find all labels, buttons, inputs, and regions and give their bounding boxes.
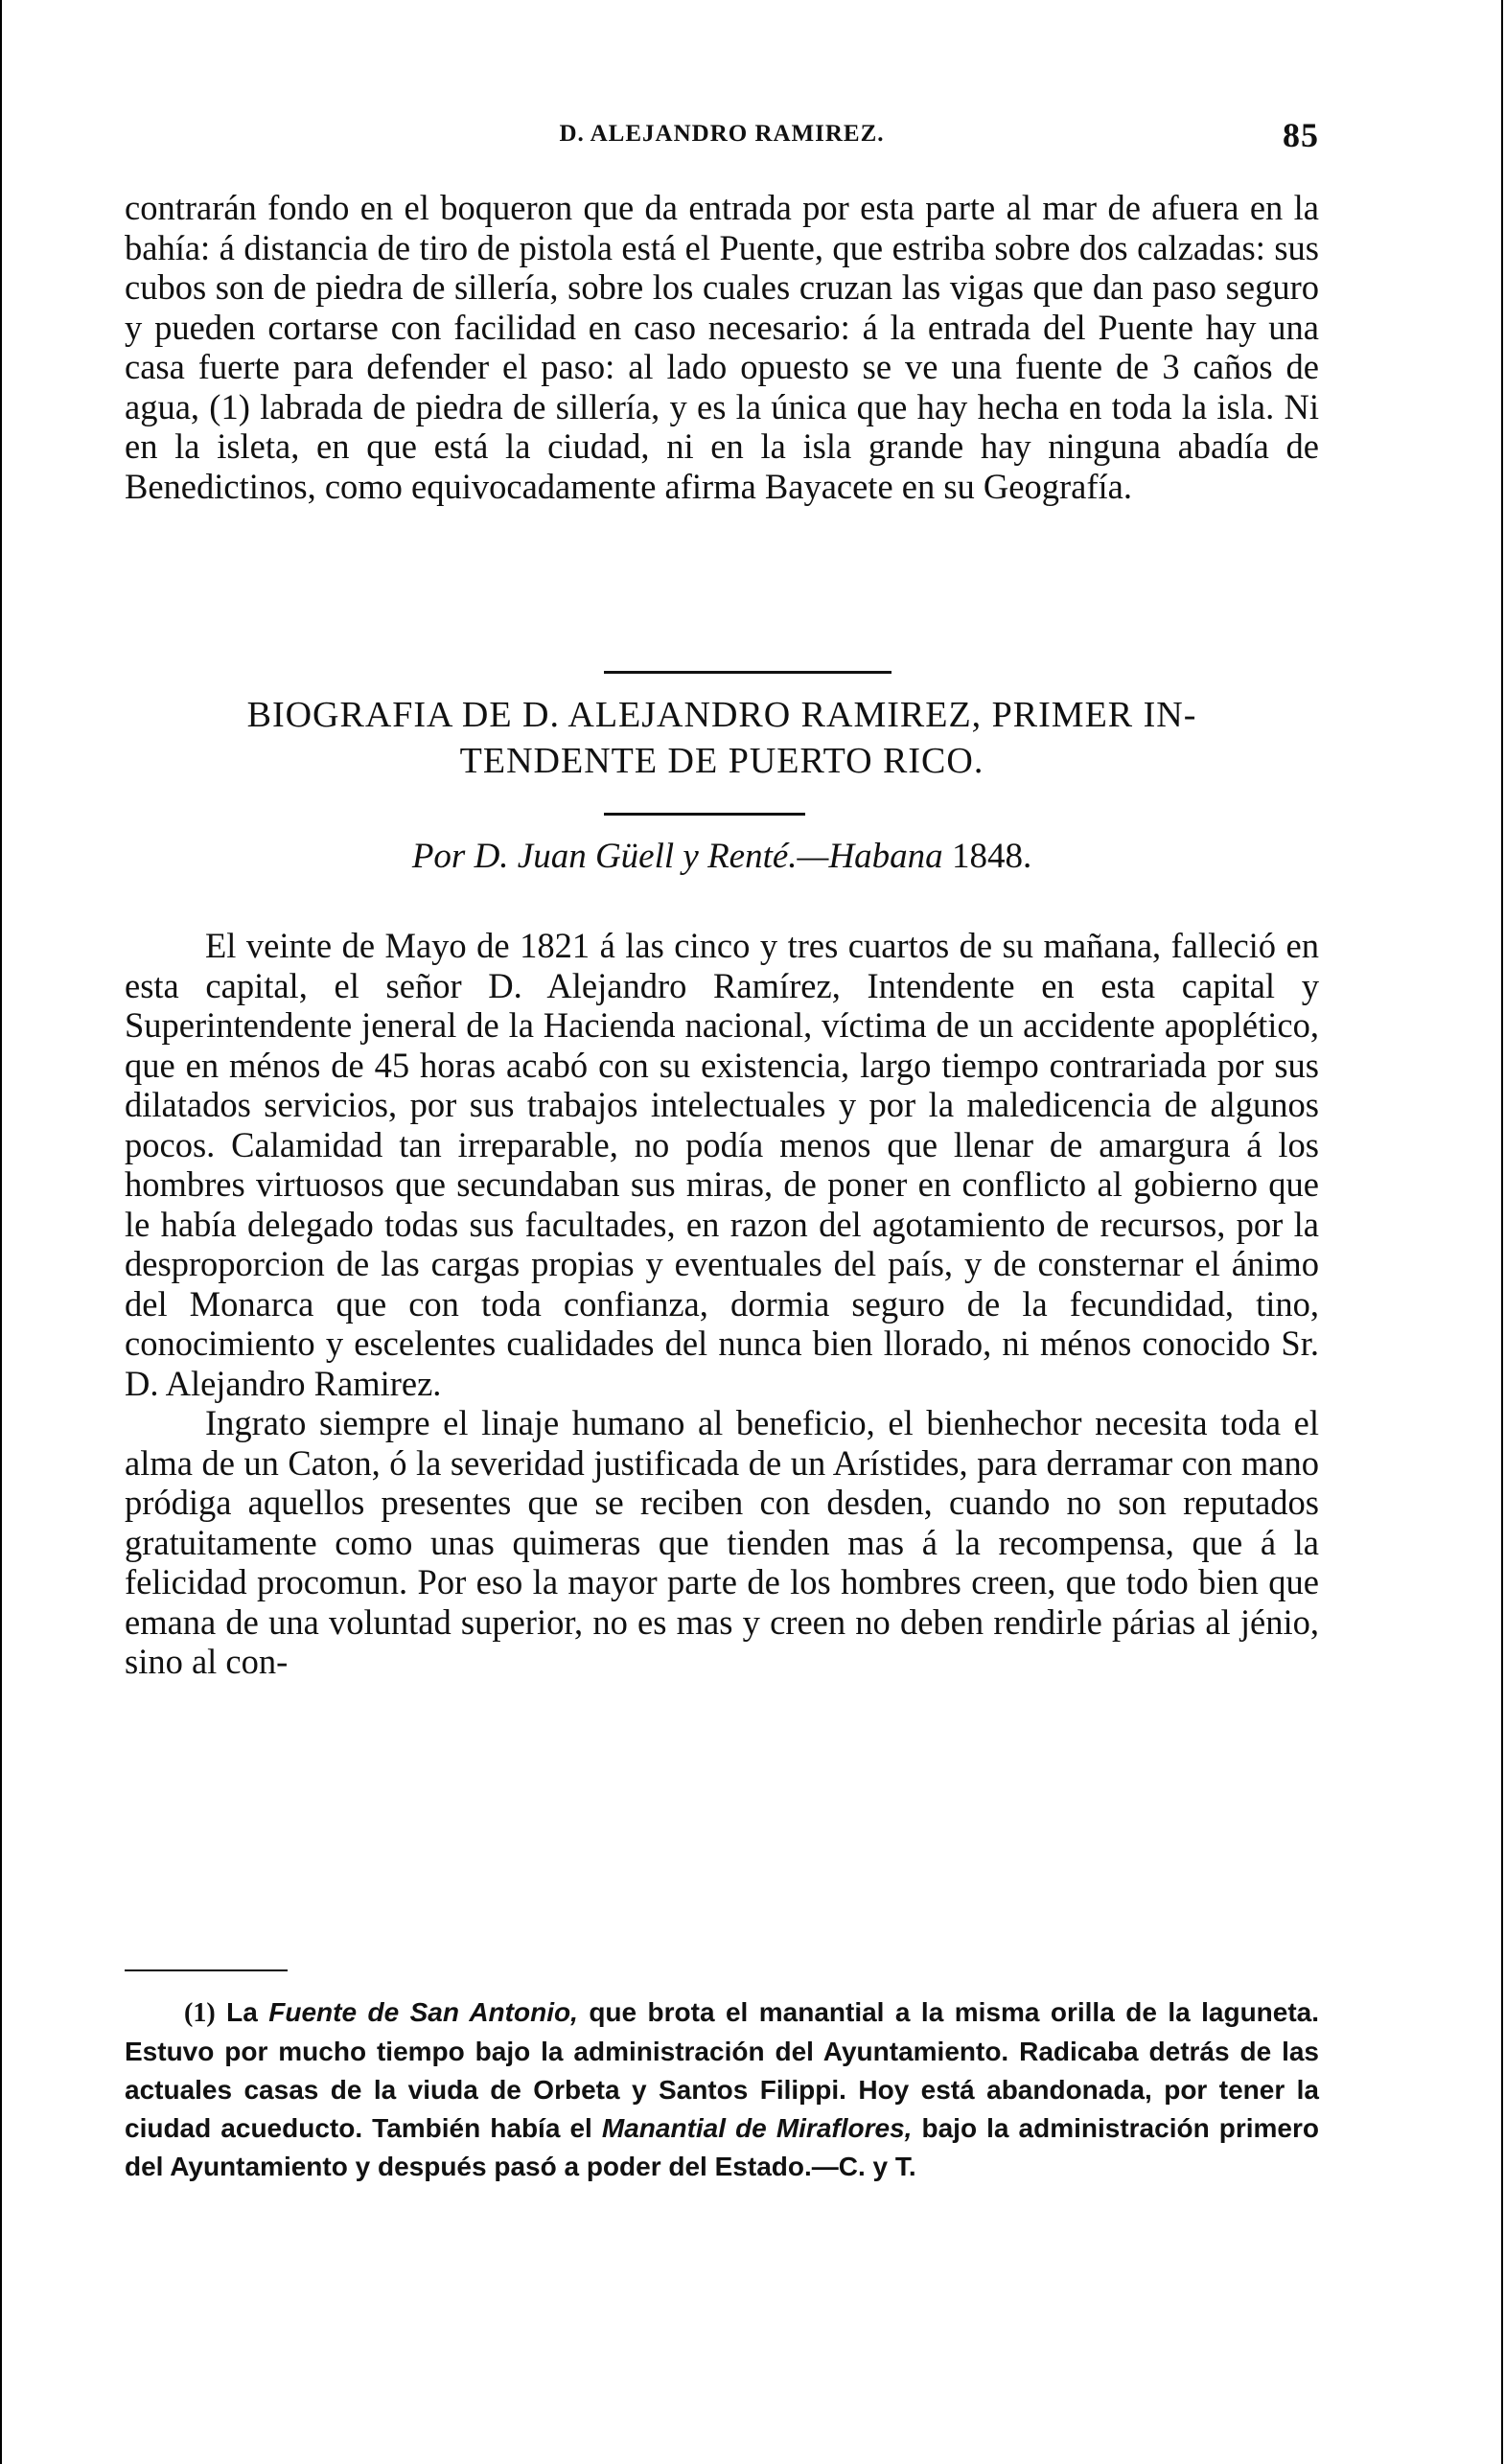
footnote-1 [125,1993,1319,2186]
footnote-name-manantial: Manantial de Miraflores, [601,2113,913,2143]
footnote-block [125,1993,1319,2186]
continuation-paragraph [125,188,1319,506]
page-number: 85 [1283,116,1319,154]
body-paragraph-2: Ingrato siempre el linaje humano al beneficio, el bienhechor necesita toda el alma de un Caton, ó la severidad justificada de un Arístides, para derramar con mano pródiga aquellos presentes que se reciben con desden, cuando no son reputados gratuitamente como unas quimeras que tienden mas á la recompensa, que á la felicidad procomun. Por eso la mayor parte de los hombres creen, que todo bien que emana de una voluntad superior, no es mas y creen no deben rendirle párias al jénio, sino al con- [125,1403,1319,1681]
footnote-name-fuente: Fuente de San Antonio, [268,1997,578,2027]
section-heading-line1: BIOGRAFIA DE D. ALEJANDRO RAMIREZ, PRIMER IN- [246,695,1197,735]
scan-edge-left [0,0,2,2464]
continuation-text: contrarán fondo en el boqueron que da entrada por esta parte al mar de afuera en la bahía: á distancia de tiro de pistola está el Puente, que estriba sobre dos calzadas: sus cubos son de piedra de sillería, sobre los cuales cruzan las vigas que dan paso seguro y pueden cortarse con facilidad en caso necesario: á la entrada del Puente hay una casa fuerte para defender el paso: al lado opuesto se ve una fuente de 3 caños de agua, (1) labrada de piedra de sillería, y es la única que hay hecha en toda la isla. Ni en la isleta, en que está la ciudad, ni en la isla grande hay ninguna abadía de Benedictinos, como equivocadamente afirma Bayacete en su Geografía. [125,188,1319,506]
biography-body [125,926,1319,1682]
footnote-lead: La [226,1997,258,2027]
running-header [125,115,1319,153]
footnote-marker: (1) [184,1998,216,2028]
section-divider-bottom [604,813,805,816]
byline-year: 1848. [951,837,1032,876]
scan-edge-right [1501,0,1503,2464]
section-divider-top [604,671,891,674]
footnote-separator [125,1969,288,1971]
footnote-text-2: bajo la administración primero del Ayuntamiento y después pasó a poder del Estado.—C. y T. [125,2113,1319,2181]
footnote-text-1: que brota el manantial a la misma orilla de la laguneta. Estuvo por mucho tiempo bajo la administración del Ayuntamiento. Radicaba detrás de las actuales casas de la viuda de Orbeta y Santos Filippi. Hoy está abandonada, por tener la ciudad acueducto. También había el [125,1997,1320,2143]
section-heading-line2: TENDENTE DE PUERTO RICO. [459,741,984,781]
byline [125,836,1319,878]
running-title: D. ALEJANDRO RAMIREZ. [559,121,885,147]
byline-author: Por D. Juan Güell y Renté.—Habana [411,837,943,876]
body-paragraph-1: El veinte de Mayo de 1821 á las cinco y tres cuartos de su mañana, falleció en esta capital, el señor D. Alejandro Ramírez, Intendente en esta capital y Superintendente jeneral de la Hacienda nacional, víctima de un accidente apoplético, que en ménos de 45 horas acabó con su existencia, largo tiempo contrariada por sus dilatados servicios, por sus trabajos intelectuales y por la maledicencia de algunos pocos. Calamidad tan irreparable, no podía menos que llenar de amargura á los hombres virtuosos que secundaban sus miras, de poner en conflicto al gobierno que le había delegado todas sus facultades, en razon del agotamiento de recursos, por la desproporcion de las cargas propias y eventuales del país, y de consternar el ánimo del Monarca que con toda confianza, dormia seguro de la fecundidad, tino, conocimiento y escelentes cualidades del nunca bien llorado, ni ménos conocido Sr. D. Alejandro Ramirez. [125,926,1319,1403]
